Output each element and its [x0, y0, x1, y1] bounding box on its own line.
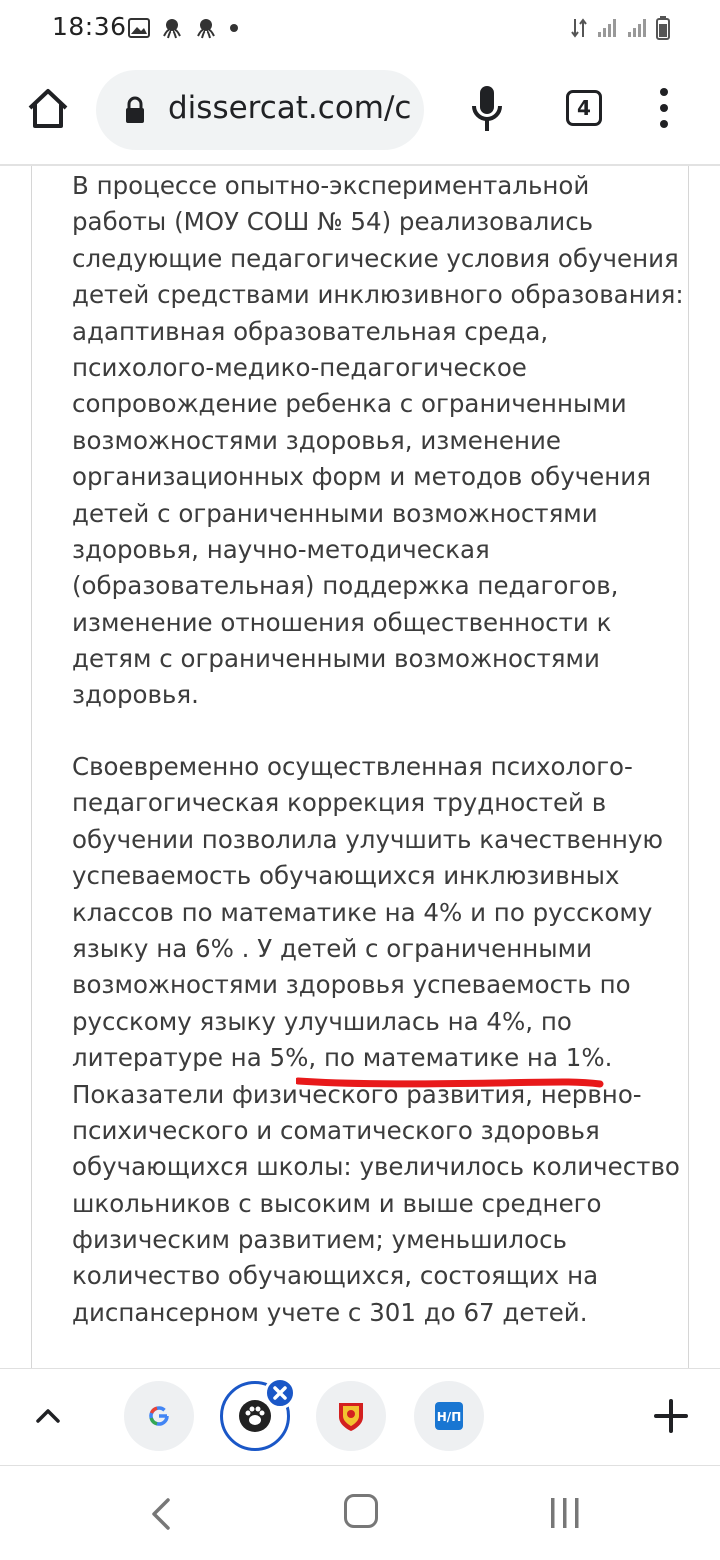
crest-icon	[336, 1399, 366, 1433]
text-line: обучении позволила улучшить качественную	[72, 824, 664, 854]
article-paragraph-2	[72, 749, 680, 1331]
new-tab-icon[interactable]	[654, 1399, 688, 1433]
text-line: литературе на 5%, по математике на 1%.	[72, 1043, 613, 1073]
text-line: возможностями здоровья успеваемость по	[72, 970, 631, 1000]
text-line: Своевременно осуществленная психолого-	[72, 752, 633, 781]
back-icon[interactable]	[146, 1496, 176, 1532]
text-line: школьников с высоким и выше среднего	[72, 1188, 602, 1218]
close-icon	[267, 1380, 293, 1406]
browser-toolbar	[0, 56, 720, 166]
google-site-icon[interactable]	[124, 1381, 194, 1451]
signal-icon	[626, 17, 648, 39]
np-logo-icon	[434, 1401, 464, 1431]
home-icon[interactable]	[26, 86, 70, 130]
text-line: сопровождение ребенка с ограниченными	[72, 389, 627, 419]
tab-switcher-button[interactable]: 4	[566, 90, 602, 126]
text-line: следующие педагогические условия обучения	[72, 243, 679, 273]
article-paragraph-1	[72, 168, 684, 714]
dot-icon	[228, 22, 240, 34]
status-icons-right	[570, 16, 670, 40]
text-line: возможностями здоровья, изменение	[72, 425, 561, 455]
text-line: Показатели физического развития, нервно-	[72, 1079, 642, 1109]
gallery-icon	[128, 18, 150, 38]
system-navigation-bar	[0, 1466, 720, 1560]
more-options-icon[interactable]	[652, 86, 676, 130]
text-line: языку на 6% . У детей с ограниченными	[72, 933, 592, 963]
text-line: работы (МОУ СОШ № 54) реализовались	[72, 207, 594, 237]
text-line: диспансерном учете с 301 до 67 детей.	[72, 1297, 588, 1327]
status-icons-left	[128, 16, 240, 40]
home-nav-icon[interactable]	[344, 1494, 378, 1528]
octopus-icon	[194, 16, 218, 40]
site-suggestions-bar	[0, 1368, 720, 1466]
recent-apps-icon[interactable]	[548, 1496, 582, 1530]
microphone-icon[interactable]	[470, 84, 504, 134]
np-site-icon[interactable]	[414, 1381, 484, 1451]
text-line: педагогическая коррекция трудностей в	[72, 788, 607, 818]
red-underline-annotation	[296, 1071, 604, 1091]
text-line: здоровья.	[72, 680, 199, 710]
chevron-up-icon[interactable]	[34, 1405, 62, 1425]
text-line: психического и соматического здоровья	[72, 1115, 600, 1145]
google-g-icon	[148, 1405, 170, 1427]
lock-icon	[124, 96, 146, 124]
status-bar	[0, 0, 720, 56]
text-line: адаптивная образовательная среда,	[72, 316, 549, 346]
text-line: организационных форм и методов обучения	[72, 462, 651, 492]
content-left-border	[31, 166, 32, 1368]
battery-icon	[656, 16, 670, 40]
status-time: 18:36	[52, 12, 127, 41]
data-arrows-icon	[570, 17, 588, 39]
text-line: психолого-медико-педагогическое	[72, 352, 527, 382]
text-line: здоровья, научно-методическая	[72, 534, 490, 564]
text-line: В процессе опытно-экспериментальной	[72, 171, 590, 200]
text-line: изменение отношения общественности к	[72, 607, 612, 637]
text-line: успеваемость обучающихся инклюзивных	[72, 861, 620, 891]
text-line: детям с ограниченными возможностями	[72, 644, 600, 674]
text-line: физическим развитием; уменьшилось	[72, 1225, 567, 1255]
content-right-border	[688, 166, 689, 1368]
text-line: классов по математике на 4% и по русскому	[72, 897, 653, 927]
text-line: детей средствами инклюзивного образования:	[72, 280, 684, 310]
address-bar[interactable]	[96, 70, 424, 150]
text-line: обучающихся школы: увеличилось количество	[72, 1152, 680, 1182]
close-tab-badge[interactable]	[264, 1377, 296, 1409]
crest-site-icon[interactable]	[316, 1381, 386, 1451]
text-line: русскому языку улучшилась на 4%, по	[72, 1006, 572, 1036]
octopus-icon	[160, 16, 184, 40]
text-line: детей с ограниченными возможностями	[72, 498, 598, 528]
signal-icon	[596, 17, 618, 39]
text-line: количество обучающихся, состоящих на	[72, 1261, 599, 1291]
url-text: dissercat.com/c	[168, 90, 412, 126]
text-line: (образовательная) поддержка педагогов,	[72, 571, 619, 601]
np-logo-text: Н/П	[436, 1410, 462, 1424]
page-content	[0, 166, 720, 1368]
